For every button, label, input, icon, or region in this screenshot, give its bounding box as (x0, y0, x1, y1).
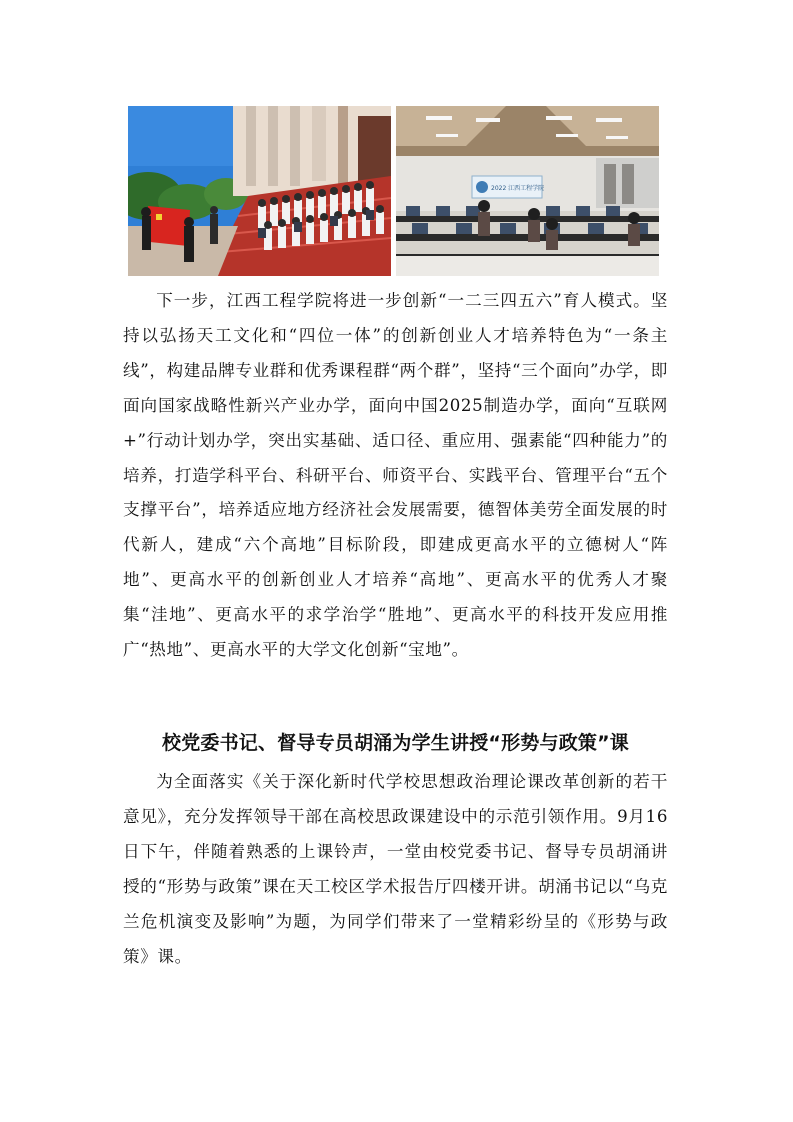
body-paragraph-1: 下一步，江西工程学院将进一步创新“一二三四五六”育人模式。坚持以弘扬天工文化和“四位一体”的创新创业人才培养特色为“一条主线”，构建品牌专业群和优秀课程群“两个群”，坚持“三个面向”办学，即面向国家战略性新兴产业办学，面向中国2025制造办学，面向“互联网+”行动计划办学，突出实基础、适口径、重应用、强素能“四种能力”的培养，打造学科平台、科研平台、师资平台、实践平台、管理平台“五个支撑平台”，培养适应地方经济社会发展需要，德智体美劳全面发展的时代新人，建成“六个高地”目标阶段，即建成更高水平的立德树人“阵地”、更高水平的创新创业人才培养“高地”、更高水平的优秀人才聚集“洼地”、更高水平的求学治学“胜地”、更高水平的科技开发应用推广“热地”、更高水平的大学文化创新“宝地”。 (123, 291, 668, 660)
lab-banner-text: 2022 江西工程学院 (491, 185, 545, 192)
flag-ceremony-photo (128, 106, 391, 276)
computer-lab-photo (396, 106, 659, 276)
section-heading: 校党委书记、督导专员胡涌为学生讲授“形势与政策”课 (162, 732, 629, 754)
body-paragraph-2: 为全面落实《关于深化新时代学校思想政治理论课改革创新的若干意见》，充分发挥领导干部在高校思政课建设中的示范引领作用。9月16日下午，伴随着熟悉的上课铃声，一堂由校党委书记、督导专员胡涌讲授的“形势与政策”课在天工校区学术报告厅四楼开讲。胡涌书记以“乌克兰危机演变及影响”为题，为同学们带来了一堂精彩纷呈的《形势与政策》课。 (123, 772, 668, 966)
